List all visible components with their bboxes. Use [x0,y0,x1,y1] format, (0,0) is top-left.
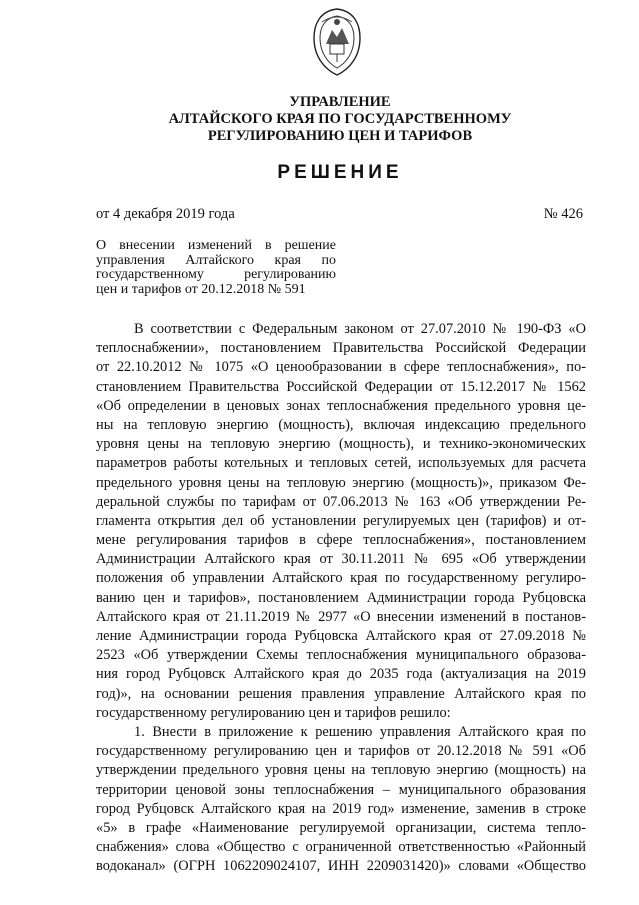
body-line: «Об определении в ценовых зонах теплоснабжения предельного уровня це- [96,397,586,414]
body-line: мене регулирования тарифов в сфере теплоснабжения», постановлением [96,532,586,549]
body-line: Алтайского края от 21.11.2019 № 2977 «О внесении изменений в постанов- [96,608,586,625]
document-body [96,320,586,876]
body-line: утверждении предельного уровня цены на тепловую энергию (мощность) на [96,762,586,779]
body-line: ление Администрации города Рубцовска Алтайского края от 27.09.2018 № [96,628,586,644]
document-number: № 426 [543,206,583,222]
body-line: параметров работы котельных и тепловых сетей, используемых для расчета [96,455,586,472]
body-line: территории ценовой зоны теплоснабжения – муниципального образования [96,781,586,798]
subject-line: О внесении изменений в решение [96,238,336,253]
agency-line: АЛТАЙСКОГО КРАЯ ПО ГОСУДАРСТВЕННОМУ [168,111,512,127]
document-type-title: РЕШЕНИЕ [277,162,403,183]
body-line: государственному регулированию цен и тарифов решило: [96,704,451,721]
subject-line: цен и тарифов от 20.12.2018 № 591 [96,281,306,297]
document-subject [96,239,336,297]
body-line: 2523 «Об утверждении Схемы теплоснабжения муниципального образова- [96,647,586,664]
body-line: уровня цены на тепловую энергию (мощность), и технико-экономических [96,436,586,453]
body-line: положения об управлении Алтайского края по государственному регулиро- [96,570,586,587]
body-line: год)», на основании решения правления управление Алтайского края по [96,685,586,702]
body-line: государственному регулированию цен и тарифов от 20.12.2018 № 591 «Об [96,743,586,760]
body-line: «5» в графе «Наименование регулируемой организации, система тепло- [96,819,586,836]
body-line: ния город Рубцовск Алтайского края до 2035 года (актуализация на 2019 [96,666,586,683]
body-line: ны на тепловую энергию (мощность), включая индексацию предельного [96,416,586,433]
agency-line: РЕГУЛИРОВАНИЮ ЦЕН И ТАРИФОВ [207,128,473,144]
subject-line: государственному регулированию [96,267,336,282]
agency-line: УПРАВЛЕНИЕ [289,94,391,110]
document-date: от 4 декабря 2019 года [96,206,235,222]
body-line: становлением Правительства Российской Федерации от 15.12.2017 № 1562 [96,378,586,395]
body-line: 1. Внести в приложение к решению управления Алтайского края по [134,723,586,740]
body-line: снабжения» слова «Общество с ограниченной ответственностью «Районный [96,839,586,856]
body-line: от 22.10.2012 № 1075 «О ценообразовании в сфере теплоснабжения», по- [96,359,586,376]
body-line: ванию цен и тарифов», постановлением Администрации города Рубцовска [96,589,586,606]
body-line: город Рубцовск Алтайского края на 2019 год» изменение, заменив в строке [96,800,586,817]
subject-line: управления Алтайского края по [96,252,336,268]
body-line: гламента открытия дел об установлении регулируемых цен (тарифов) и от- [96,512,586,529]
coat-of-arms-emblem [308,6,366,78]
body-line: деральной службы по тарифам от 07.06.2013 № 163 «Об утверждении Ре- [96,493,586,510]
body-line: Администрации Алтайского края от 30.11.2011 № 695 «Об утверждении [96,551,586,568]
body-line: В соответствии с Федеральным законом от 27.07.2010 № 190-ФЗ «О [134,321,586,337]
body-line: водоканал» (ОГРН 1062209024107, ИНН 2209031420)» словами «Общество [96,858,586,875]
body-line: теплоснабжении», постановлением Правительства Российской Федерации [96,340,586,357]
body-line: предельного уровня цены на тепловую энергию (мощность)», приказом Фе- [96,474,586,491]
agency-name [90,94,590,145]
